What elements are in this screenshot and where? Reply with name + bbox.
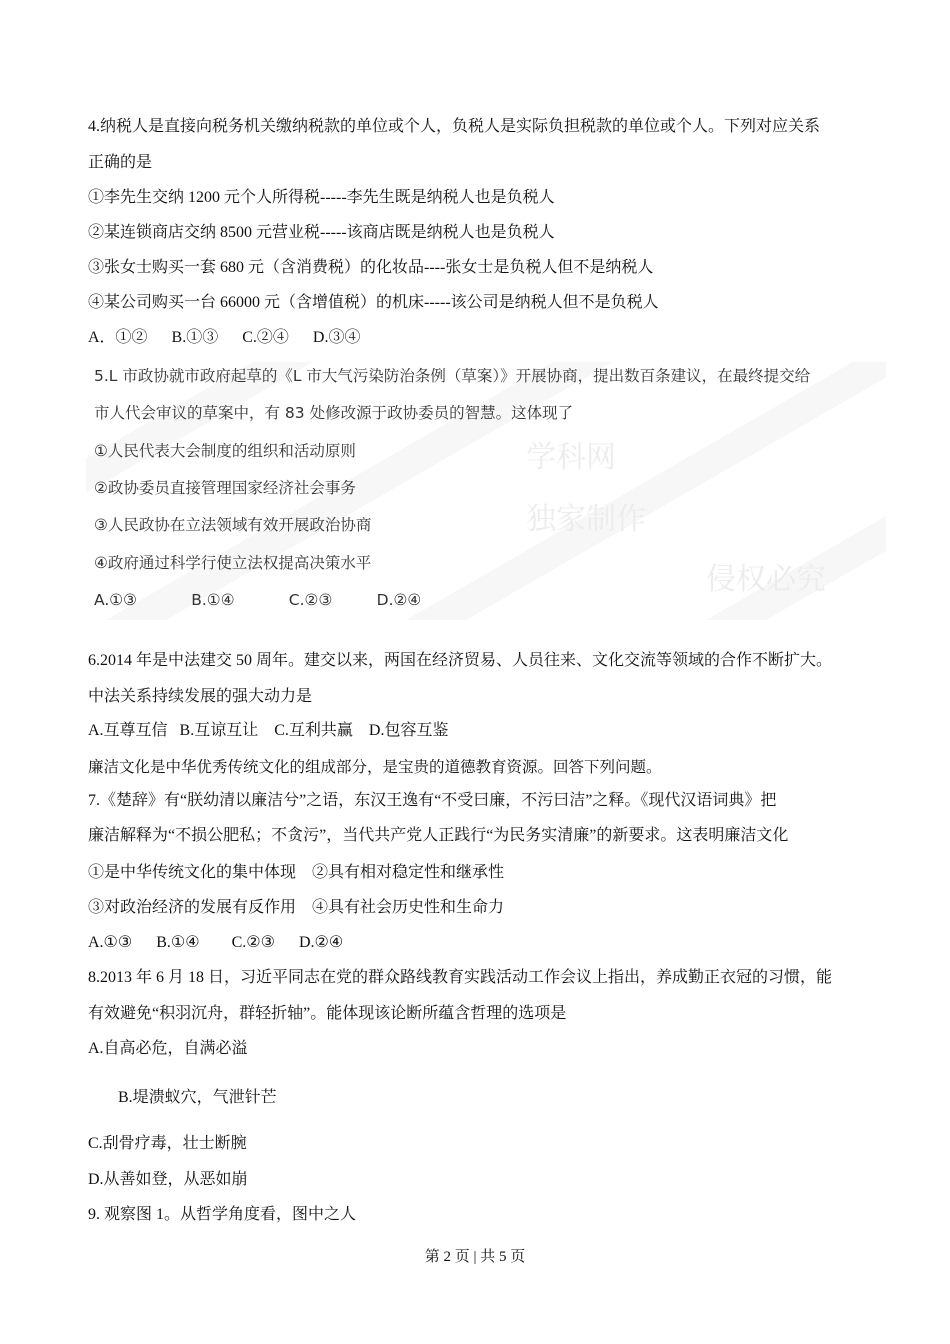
q8-option-a: A.自高必危，自满必溢 [88, 1040, 248, 1057]
q5-options: A.①③ B.①④ C.②③ D.②④ [94, 591, 422, 609]
q4-stem-line1: 4.纳税人是直接向税务机关缴纳税款的单位或个人，负税人是实际负担税款的单位或个人。下列对应关系 [88, 118, 821, 135]
q5-item-1: ①人民代表大会制度的组织和活动原则 [94, 442, 356, 460]
question-5-image [86, 362, 886, 620]
q6-stem-line1: 6.2014 年是中法建交 50 周年。建交以来，两国在经济贸易、人员往来、文化交流等领域的合作不断扩大。 [88, 652, 833, 669]
q7-stem-line1: 7.《楚辞》有“朕幼清以廉洁兮”之语，东汉王逸有“不受曰廉，不污曰洁”之释。《现代汉语词典》把 [88, 792, 777, 809]
watermark: 学科网 [526, 440, 616, 475]
q8-option-c: C.刮骨疗毒，壮士断腕 [88, 1135, 247, 1152]
q4-item-2: ②某连锁商店交纳 8500 元营业税-----该商店既是纳税人也是负税人 [88, 224, 555, 241]
q8-option-d: D.从善如登，从恶如崩 [88, 1171, 248, 1188]
q8-stem-line1: 8.2013 年 6 月 18 日，习近平同志在党的群众路线教育实践活动工作会议上指出，养成勤正衣冠的习惯，能 [88, 969, 833, 986]
watermark: 侵权必究 [706, 562, 826, 597]
q4-item-1: ①李先生交纳 1200 元个人所得税-----李先生既是纳税人也是负税人 [88, 189, 555, 206]
q5-item-2: ②政协委员直接管理国家经济社会事务 [94, 479, 356, 497]
section-intro: 廉洁文化是中华优秀传统文化的组成部分，是宝贵的道德教育资源。回答下列问题。 [88, 758, 662, 776]
q4-item-3: ③张女士购买一套 680 元（含消费税）的化妆品----张女士是负税人但不是纳税人 [88, 259, 654, 276]
page-footer: 第 2 页 | 共 5 页 [424, 1249, 526, 1265]
q4-item-4: ④某公司购买一台 66000 元（含增值税）的机床-----该公司是纳税人但不是负税人 [88, 294, 659, 311]
q4-stem-line2: 正确的是 [88, 154, 153, 171]
q8-option-b: B.堤溃蚁穴，气泄针芒 [118, 1089, 277, 1106]
q7-options: A.①③ B.①④ C.②③ D.②④ [88, 934, 344, 951]
q5-stem-line2: 市人代会审议的草案中，有 83 处修改源于政协委员的智慧。这体现了 [94, 404, 574, 422]
q7-items-1-2: ①是中华传统文化的集中体现 ②具有相对稳定性和继承性 [88, 864, 505, 881]
q7-stem-line2: 廉洁解释为“不损公肥私；不贪污”，当代共产党人正践行“为民务实清廉”的新要求。这表明廉洁文化 [88, 827, 789, 844]
q6-stem-line2: 中法关系持续发展的强大动力是 [88, 688, 313, 705]
q8-stem-line2: 有效避免“积羽沉舟，群轻折轴”。能体现该论断所蕴含哲理的选项是 [88, 1005, 567, 1022]
q5-stem-line1: 5.L 市政协就市政府起草的《L 市大气污染防治条例（草案）》开展协商，提出数百条建议，在最终提交给 [94, 367, 811, 385]
q6-options: A.互尊互信 B.互谅互让 C.互利共赢 D.包容互鉴 [88, 722, 449, 739]
q5-item-4: ④政府通过科学行使立法权提高决策水平 [94, 554, 372, 572]
question-9-stem: 9. 观察图 1。从哲学角度看，图中之人 [88, 1206, 357, 1223]
q5-item-3: ③人民政协在立法领域有效开展政治协商 [94, 516, 372, 534]
q7-items-3-4: ③对政治经济的发展有反作用 ④具有社会历史性和生命力 [88, 899, 505, 916]
q4-options: A．①② B.①③ C.②④ D.③④ [88, 329, 361, 346]
watermark: 独家制作 [526, 502, 646, 537]
